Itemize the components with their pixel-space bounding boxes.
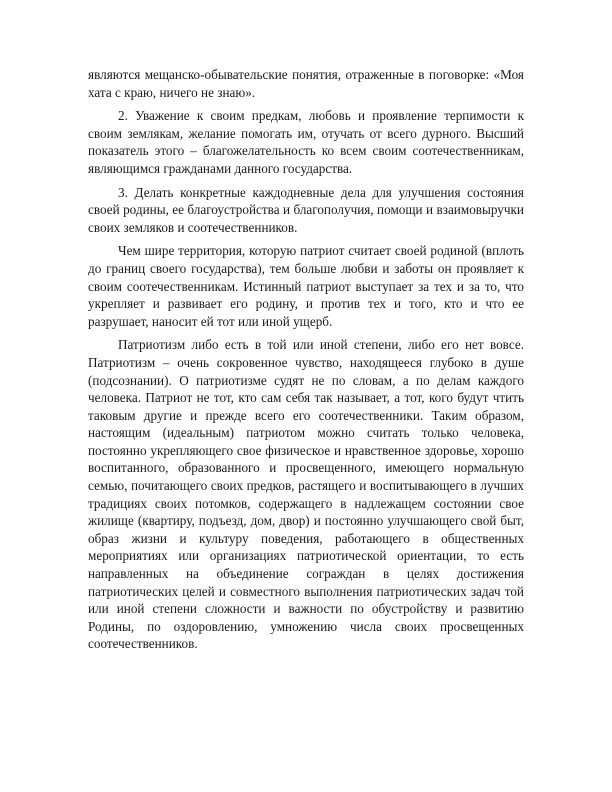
paragraph-patriotism: Патриотизм либо есть в той или иной степени, либо его нет вовсе. Патриотизм – очень сокровенное чувство, находящееся глубоко в душе (подсознании). О патриотизме судят не по словам, а по делам каждого человека. Патриот не тот, кто сам себя так называет, а тот, кого будут чтить таковым другие и прежде всего его соотечественники. Таким образом, настоящим (идеальным) патриотом можно считать только человека, постоянно укрепляющего свое физическое и нравственное здоровье, хорошо воспитанного, образованного и просвещенного, имеющего нормальную семью, почитающего своих предков, растящего и воспитывающего в лучших традициях своих потомков, содержащего в надлежащем состоянии свое жилище (квартиру, подъезд, дом, двор) и постоянно улучшающего свой быт, образ жизни и культуру поведения, работающего в общественных мероприятиях или организациях патриотической ориентации, то есть направленных на объединение сограждан в целях достижения патриотических целей и совместного выполнения патриотических задач той или иной степени сложности и важности по обустройству и развитию Родины, по оздоровлению, умножению числа своих просвещенных соотечественников. xyxy=(88,337,524,652)
paragraph-point-2: 2. Уважение к своим предкам, любовь и проявление терпимости к своим землякам, желание помогать им, отучать от всего дурного. Высший показатель этого – благожелательность ко всем своим соотечественникам, являющимся гражданами данного государства. xyxy=(88,108,524,176)
paragraph-territory: Чем шире территория, которую патриот считает своей родиной (вплоть до границ своего государства), тем больше любви и заботы он проявляет к своим соотечественникам. Истинный патриот выступает за тех и за то, что укрепляет и развивает его родину, и против тех и того, кто и что ее разрушает, наносит ей тот или иной ущерб. xyxy=(88,243,524,329)
paragraph-point-3: 3. Делать конкретные каждодневные дела для улучшения состояния своей родины, ее благоустройства и благополучия, помощи и взаимовыручки своих земляков и соотечественников. xyxy=(88,184,524,235)
paragraph-continuation: являются мещанско-обывательские понятия, отраженные в поговорке: «Моя хата с краю, ничего не знаю». xyxy=(88,67,524,100)
document-page xyxy=(88,66,524,653)
